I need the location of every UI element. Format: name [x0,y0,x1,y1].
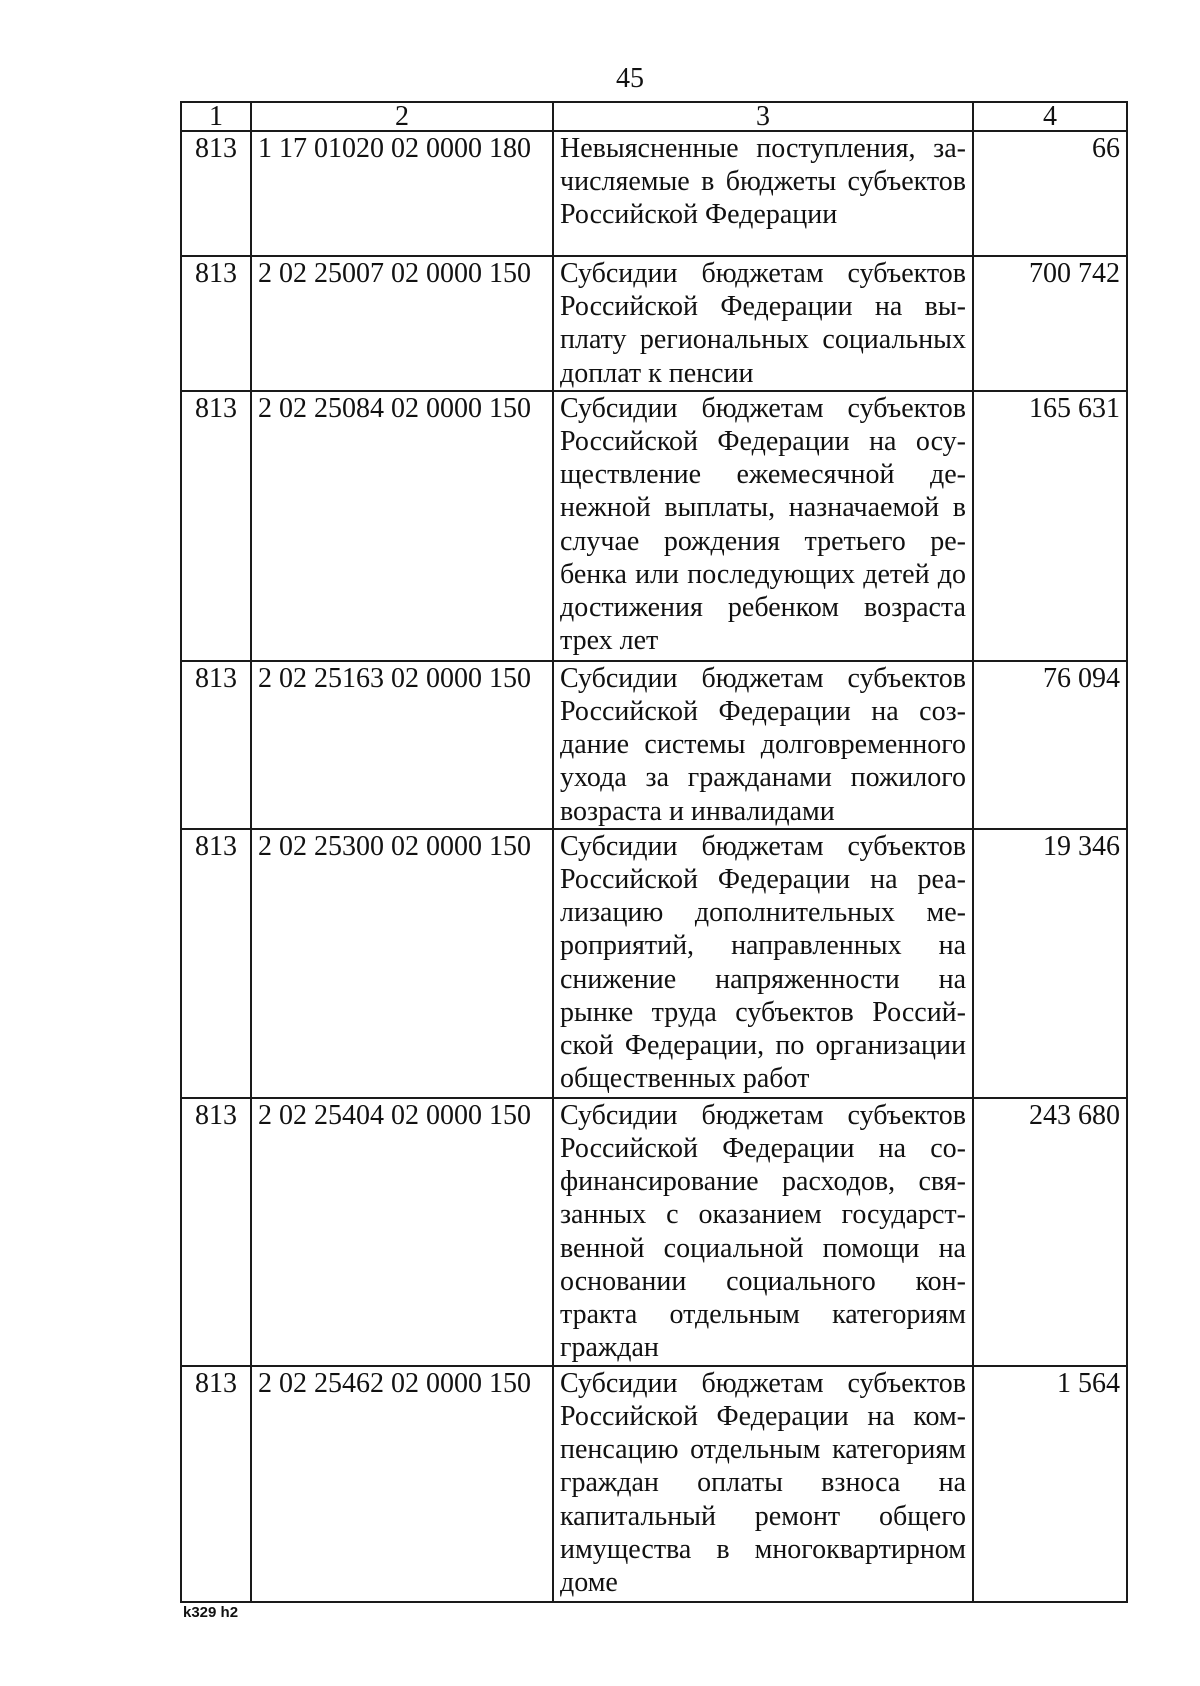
amount-cell: 19 346 [973,829,1127,1098]
amount-cell: 66 [973,131,1127,256]
budget-code-cell: 2 02 25007 02 0000 150 [251,256,553,391]
budget-table [180,101,1128,1603]
admin-code-cell: 813 [181,829,251,1098]
description-cell: Субсидии бюджетам субъектов Российской Федерации на создание системы долговременного ухода за гражданами пожилого возраста и инвалидами [553,661,973,829]
admin-code-cell: 813 [181,391,251,661]
description-cell: Субсидии бюджетам субъектов Российской Федерации на осуществление ежемесячной денежной выплаты, назначаемой в случае рождения третьего ребенка или последующих детей до достижения ребенком возраста трех лет [553,391,973,661]
description-cell: Субсидии бюджетам субъектов Российской Федерации на компенсацию отдельным категориям граждан оплаты взноса на капитальный ремонт общего имущества в многоквартирном доме [553,1366,973,1602]
table-header-row [181,102,1127,131]
budget-code-cell: 2 02 25084 02 0000 150 [251,391,553,661]
budget-code-cell: 2 02 25462 02 0000 150 [251,1366,553,1602]
description-cell: Невыясненные поступления, зачисляемые в бюджеты субъектов Российской Федерации [553,131,973,256]
header-cell-3: 3 [553,102,973,131]
table-row [181,391,1127,661]
table-row [181,256,1127,391]
admin-code-cell: 813 [181,131,251,256]
admin-code-cell: 813 [181,256,251,391]
amount-cell: 76 094 [973,661,1127,829]
header-cell-1: 1 [181,102,251,131]
table-row [181,1366,1127,1602]
admin-code-cell: 813 [181,1098,251,1366]
table-row [181,829,1127,1098]
description-cell: Субсидии бюджетам субъектов Российской Федерации на реализацию дополнительных мероприятий, направленных на снижение напряженности на рынке труда субъектов Российской Федерации, по организации общественных работ [553,829,973,1098]
budget-code-cell: 2 02 25404 02 0000 150 [251,1098,553,1366]
table-row [181,1098,1127,1366]
budget-code-cell: 2 02 25163 02 0000 150 [251,661,553,829]
table-row [181,131,1127,256]
amount-cell: 1 564 [973,1366,1127,1602]
document-code: k329 h2 [183,1604,239,1621]
amount-cell: 165 631 [973,391,1127,661]
amount-cell: 243 680 [973,1098,1127,1366]
description-cell: Субсидии бюджетам субъектов Российской Федерации на выплату региональных социальных доплат к пенсии [553,256,973,391]
table-row [181,661,1127,829]
header-cell-2: 2 [251,102,553,131]
admin-code-cell: 813 [181,661,251,829]
budget-code-cell: 2 02 25300 02 0000 150 [251,829,553,1098]
amount-cell: 700 742 [973,256,1127,391]
header-cell-4: 4 [973,102,1127,131]
page-number: 45 [616,63,644,94]
admin-code-cell: 813 [181,1366,251,1602]
description-cell: Субсидии бюджетам субъектов Российской Федерации на софинансирование расходов, связанных с оказанием государственной социальной помощи на основании социального контракта отдельным категориям граждан [553,1098,973,1366]
budget-code-cell: 1 17 01020 02 0000 180 [251,131,553,256]
